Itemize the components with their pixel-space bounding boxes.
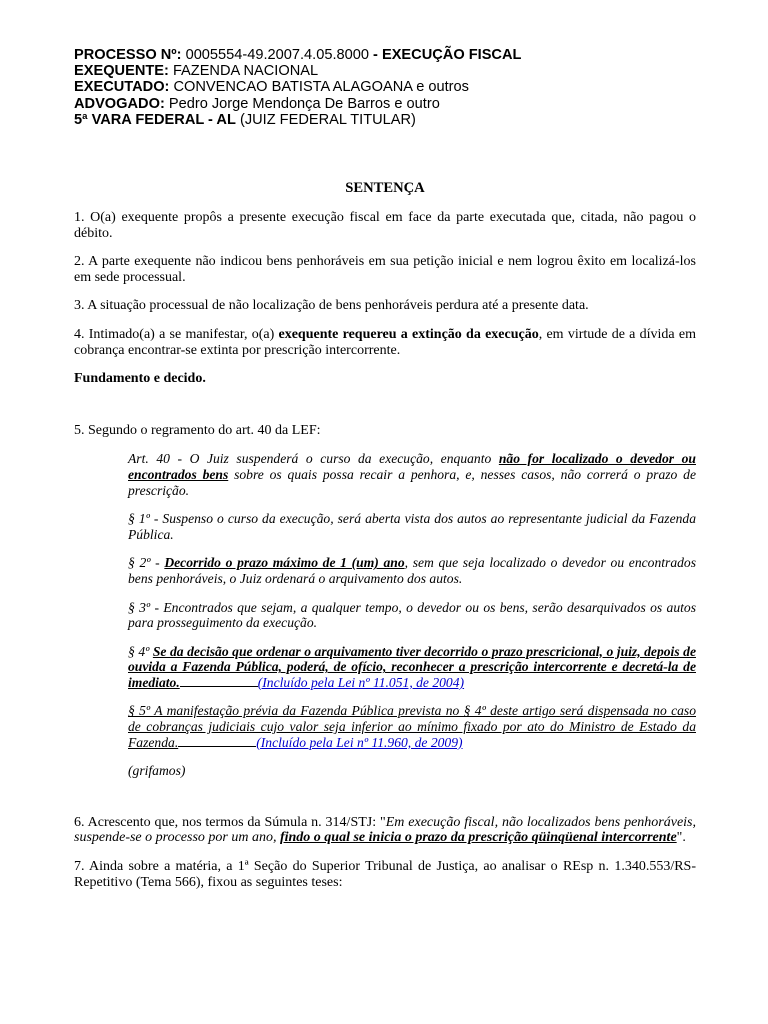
advogado-label: ADVOGADO: xyxy=(74,95,165,112)
executado-label: EXECUTADO: xyxy=(74,79,170,96)
processo-label: PROCESSO Nº: xyxy=(74,47,182,63)
grifamos-note: (grifamos) xyxy=(128,763,186,779)
document-title: SENTENÇA xyxy=(345,180,425,197)
section-2-emphasis: Decorrido o prazo máximo de 1 (um) ano xyxy=(164,555,405,571)
paragraph-4 xyxy=(74,327,696,358)
exequente-value: FAZENDA NACIONAL xyxy=(172,63,319,80)
section-2-label: § 2º - xyxy=(128,555,165,571)
paragraph-6-text: 6. Acrescento que, nos termos da Súmula n. 314/STJ: " xyxy=(74,814,386,830)
paragraph-6-quote: Em execução fiscal, não localizados bens penhoráveis, suspende-se o processo por um ano, xyxy=(74,814,696,846)
art-40 xyxy=(128,451,696,498)
section-4-emphasis: Se da decisão que ordenar o arquivamento tiver decorrido o prazo prescricional, o juiz, depois de ouvida a Fazenda Pública, poderá, de ofício, reconhecer a prescrição intercorrente e decretá-la de imediato. xyxy=(128,643,696,690)
vara-value: (JUIZ FEDERAL TITULAR) xyxy=(239,111,416,128)
section-1: § 1º - Suspenso o curso da execução, será aberta vista dos autos ao representante judicial da Fazenda Pública. xyxy=(128,511,696,542)
section-4 xyxy=(128,644,696,691)
paragraph-6 xyxy=(74,815,696,846)
advogado-line xyxy=(74,96,696,112)
section-2 xyxy=(128,555,696,586)
section-2-text: , sem que seja localizado o devedor ou encontrados bens penhoráveis, o Juiz ordenará o arquivamento dos autos. xyxy=(128,555,696,586)
section-5-text: § 5º A manifestação prévia da Fazenda Pública prevista no § 4º deste artigo será dispensada no caso de cobranças judiciais cujo valor seja inferior ao mínimo fixado por ato do Ministro de Estado da Fazenda. xyxy=(128,703,696,750)
paragraph-4-text: 4. Intimado(a) a se manifestar, o(a) xyxy=(74,326,279,342)
vara-label: 5ª VARA FEDERAL - AL xyxy=(74,111,236,128)
paragraph-7: 7. Ainda sobre a matéria, a 1ª Seção do Superior Tribunal de Justiça, ao analisar o REsp n. 1.340.553/RS-Repetitivo (Tema 566), fixou as seguintes teses: xyxy=(74,859,696,890)
executado-line xyxy=(74,79,696,95)
section-4-blank xyxy=(180,675,258,687)
section-5-law-link[interactable]: (Incluído pela Lei nº 11.960, de 2009) xyxy=(256,734,463,750)
paragraph-3: 3. A situação processual de não localização de bens penhoráveis perdura até a presente data. xyxy=(74,298,589,314)
lef-quote xyxy=(74,451,696,779)
paragraph-6-emphasis: findo o qual se inicia o prazo da prescrição qüinqüenal intercorrente xyxy=(279,830,677,846)
paragraph-4-bold: exequente requereu a extinção da execução xyxy=(278,326,539,342)
vara-line xyxy=(74,112,696,128)
exequente-label: EXEQUENTE: xyxy=(74,63,169,80)
exequente-line xyxy=(74,63,696,79)
paragraph-5: 5. Segundo o regramento do art. 40 da LEF: xyxy=(74,422,321,438)
processo-number: 0005554-49.2007.4.05.8000 xyxy=(185,47,369,63)
paragraph-6-end: ". xyxy=(676,830,686,846)
art-40-emphasis: não for localizado o devedor ou encontrados bens xyxy=(128,451,696,482)
paragraph-2: 2. A parte exequente não indicou bens penhoráveis em sua petição inicial e nem logrou êxito em localizá-los em sede processual. xyxy=(74,254,696,285)
section-4-law-link[interactable]: (Incluído pela Lei nº 11.051, de 2004) xyxy=(257,674,465,690)
executado-value: CONVENCAO BATISTA ALAGOANA e outros xyxy=(173,79,469,96)
art-40-text-end: sobre os quais possa recair a penhora, e, nesses casos, não correrá o prazo de prescrição. xyxy=(128,466,697,498)
paragraph-4-text-end: , em virtude de a dívida em cobrança encontrar-se extinta por prescrição intercorrente. xyxy=(74,326,696,358)
advogado-value: Pedro Jorge Mendonça De Barros e outro xyxy=(168,95,440,112)
section-4-label: § 4º xyxy=(128,643,153,659)
fundamento-heading xyxy=(74,371,696,387)
processo-line xyxy=(74,47,696,63)
section-3: § 3º - Encontrados que sejam, a qualquer tempo, o devedor ou os bens, serão desarquivados os autos para prosseguimento da execução. xyxy=(128,599,696,631)
document-page xyxy=(74,47,696,890)
section-5-blank xyxy=(178,735,256,747)
paragraph-1: 1. O(a) exequente propôs a presente execução fiscal em face da parte executada que, citada, não pagou o débito. xyxy=(74,210,696,241)
section-5 xyxy=(128,703,696,750)
case-header xyxy=(74,47,696,128)
art-40-text: Art. 40 - O Juiz suspenderá o curso da execução, enquanto xyxy=(128,451,499,467)
fundamento-text: Fundamento e decido. xyxy=(74,371,206,387)
processo-type: - EXECUÇÃO FISCAL xyxy=(373,47,522,63)
